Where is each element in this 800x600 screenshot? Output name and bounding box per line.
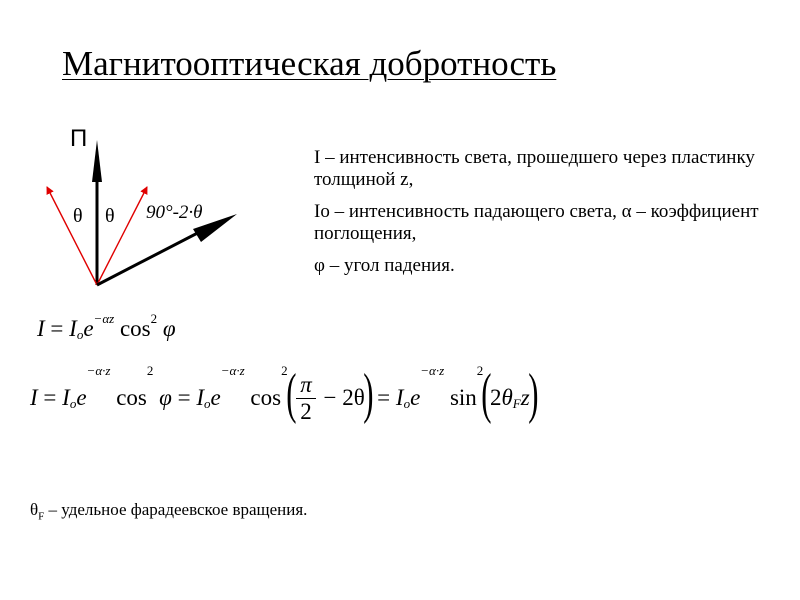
f2-minus: − 2θ: [317, 385, 365, 410]
f2-cos1: cos: [110, 385, 147, 410]
f2-eq2: =: [171, 385, 197, 410]
left-paren-2: (: [481, 363, 492, 425]
f2-phi: φ: [153, 385, 172, 410]
f2-I1: I: [62, 385, 70, 410]
f1-lhs: I: [37, 316, 45, 341]
definitions: [314, 147, 764, 287]
f1-cos: cos: [114, 316, 151, 341]
f2-den: 2: [300, 398, 312, 424]
note-sub: F: [38, 510, 45, 523]
f2-two: 2: [489, 385, 502, 410]
f2-e1: e: [76, 385, 87, 410]
f2-e2: e: [210, 385, 221, 410]
f1-phi: φ: [157, 316, 176, 341]
f2-lhs: I: [30, 385, 38, 410]
right-paren-2: ): [527, 363, 539, 425]
f2-pow3: 2: [476, 362, 484, 378]
f2-F: F: [512, 396, 521, 411]
formula-intensity: [37, 311, 176, 342]
f2-o1: o: [69, 396, 77, 411]
vertical-arrowhead: [92, 140, 102, 182]
angle-left-label: θ: [73, 205, 83, 227]
f1-e: e: [83, 316, 94, 341]
note-theta: θ: [30, 500, 39, 519]
definition-Io-alpha: Io – интенсивность падающего света, α – коэффициент поглощения,: [314, 201, 759, 244]
f2-exp2: −α·z: [220, 362, 245, 378]
right-red-vector: [97, 187, 147, 285]
formula-intensity-expanded: [30, 362, 539, 430]
angle-right-label: θ: [105, 205, 115, 227]
definition-I: I – интенсивность света, прошедшего через пластинку толщиной z,: [314, 147, 755, 190]
angle-big-label: 90°-2·θ: [146, 202, 203, 223]
faraday-note: [30, 500, 307, 522]
f1-eq: =: [44, 316, 70, 341]
note-text: – удельное фарадеевское вращения.: [44, 500, 308, 519]
pi-over-two: [296, 372, 316, 425]
f2-I3: I: [395, 385, 404, 410]
f2-I2: I: [196, 385, 205, 410]
f2-pow2: 2: [281, 362, 288, 378]
f2-sin: sin: [444, 385, 477, 410]
f2-cos2: cos: [244, 385, 282, 410]
f2-eq3: =: [371, 385, 396, 410]
f1-I: I: [69, 316, 77, 341]
top-label: П: [70, 125, 88, 152]
f2-eq1: =: [37, 385, 63, 410]
definition-phi: φ – угол падения.: [314, 255, 455, 276]
f2-theta: θ: [501, 385, 513, 410]
f2-e3: e: [410, 385, 421, 410]
f2-z: z: [520, 385, 530, 410]
left-red-vector: [47, 187, 97, 285]
f1-exp: −αz: [93, 311, 115, 326]
f2-num: π: [300, 371, 312, 397]
f2-exp3: −α·z: [420, 362, 445, 378]
f1-o: o: [76, 327, 84, 342]
f2-o3: o: [403, 396, 411, 411]
left-paren: (: [285, 363, 297, 425]
page-title: Магнитооптическая добротность: [62, 44, 557, 83]
f2-o2: o: [204, 396, 211, 411]
f2-pow1: 2: [146, 362, 154, 378]
f1-pow: 2: [150, 311, 158, 326]
right-paren: ): [362, 363, 374, 425]
f2-exp1: −α·z: [86, 362, 111, 378]
